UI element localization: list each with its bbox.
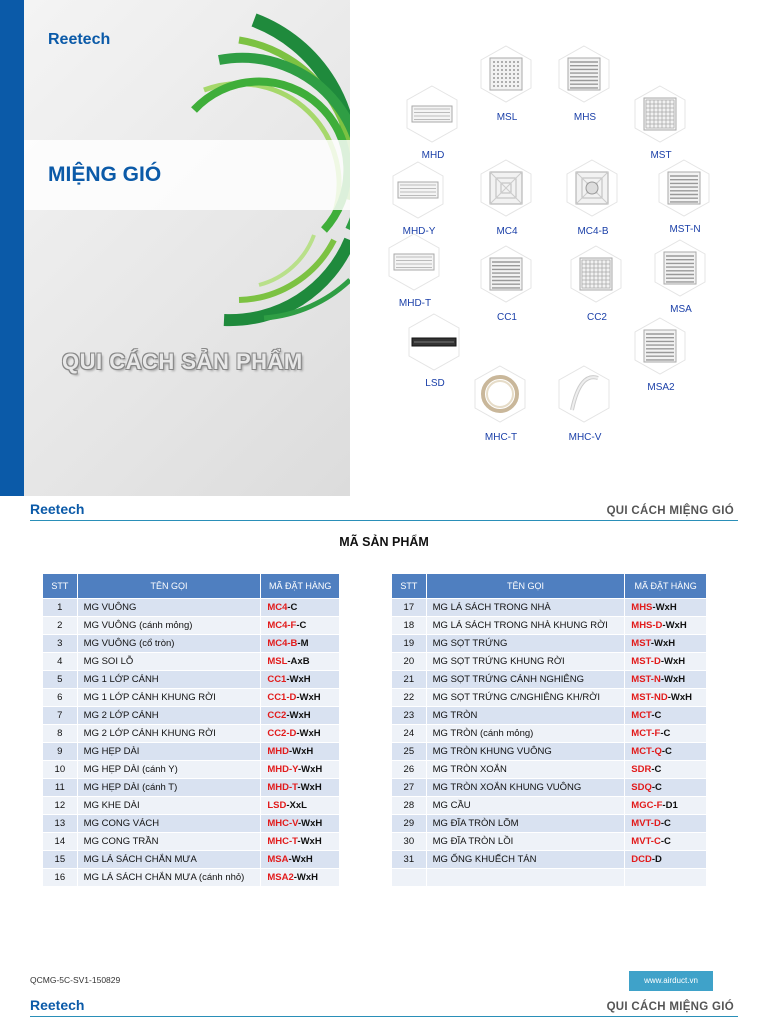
row-stt: 8 (43, 725, 78, 743)
table-row (392, 599, 707, 617)
row-stt: 28 (392, 797, 427, 815)
code-suffix: -WxH (650, 638, 676, 649)
product-item (470, 158, 544, 237)
table-row (392, 707, 707, 725)
row-stt: 29 (392, 815, 427, 833)
row-code (261, 833, 340, 851)
product-label: MSA2 (647, 382, 675, 393)
table-row (392, 653, 707, 671)
cover-blue-strip (0, 0, 24, 496)
code-suffix: -C (651, 764, 662, 775)
code-suffix: -WxH (286, 710, 311, 721)
product-label: MST-N (669, 224, 701, 235)
row-stt: 3 (43, 635, 78, 653)
code-prefix: SDR (631, 764, 652, 775)
row-stt: 20 (392, 653, 427, 671)
table-row (43, 851, 340, 869)
product-item (378, 232, 452, 309)
row-name: MG 2 LỚP CÁNH (77, 707, 261, 725)
row-code (625, 743, 707, 761)
row-name: MG TRÒN (426, 707, 625, 725)
slot-diffuser-icon (404, 312, 464, 372)
product-item (548, 364, 622, 443)
row-name: MG VUÔNG (cánh mỏng) (77, 617, 261, 635)
product-item (624, 84, 698, 161)
code-prefix: MVT-D (631, 818, 661, 829)
code-prefix: MHC-T (267, 836, 298, 847)
row-stt: 27 (392, 779, 427, 797)
col-name: TÊN GỌI (426, 574, 625, 599)
table-row (43, 599, 340, 617)
table-row (392, 779, 707, 797)
diffuser-square-icon (476, 158, 536, 218)
code-prefix: MHD (267, 746, 289, 757)
cover-title: MIỆNG GIÓ (48, 163, 162, 186)
row-stt: 25 (392, 743, 427, 761)
row-stt: 11 (43, 779, 78, 797)
row-name: MG TRÒN XOẮN (426, 761, 625, 779)
row-code (261, 851, 340, 869)
row-code (625, 653, 707, 671)
code-prefix: MST-ND (631, 692, 668, 703)
row-stt: 16 (43, 869, 78, 887)
row-stt: 4 (43, 653, 78, 671)
row-code (261, 653, 340, 671)
product-item (382, 160, 456, 237)
code-prefix: MST-D (631, 656, 661, 667)
row-code (261, 743, 340, 761)
grille-weather-icon (630, 316, 690, 376)
row-code (625, 815, 707, 833)
code-prefix: MHS (631, 602, 653, 613)
row-stt: 6 (43, 689, 78, 707)
row-code (625, 707, 707, 725)
product-label: LSD (425, 378, 445, 389)
row-code (625, 617, 707, 635)
code-prefix: MST-N (631, 674, 661, 685)
product-item (548, 44, 622, 123)
page-header-brand: Reetech (30, 501, 85, 517)
code-suffix: -WxH (297, 782, 322, 793)
table-row (392, 869, 707, 887)
code-suffix: -WxH (652, 602, 677, 613)
col-stt: STT (43, 574, 78, 599)
product-label: MHC-V (568, 432, 602, 443)
row-name: MG HẸP DÀI (77, 743, 261, 761)
table-row (43, 635, 340, 653)
row-stt: 18 (392, 617, 427, 635)
row-code (261, 815, 340, 833)
code-suffix: -C (660, 836, 671, 847)
table-row (43, 671, 340, 689)
col-stt: STT (392, 574, 427, 599)
row-name: MG SỌT TRỨNG CÁNH NGHIÊNG (426, 671, 625, 689)
code-suffix: -WxH (662, 620, 687, 631)
diffuser-square-round-icon (562, 158, 622, 218)
row-code (625, 869, 707, 887)
code-suffix: -C (661, 746, 672, 757)
product-item (470, 244, 544, 323)
row-stt: 1 (43, 599, 78, 617)
code-suffix: -C (660, 818, 671, 829)
ring-ceiling-icon (470, 364, 530, 424)
document-code: QCMG-5C-SV1-150829 (30, 975, 121, 985)
row-name: MG CONG VÁCH (77, 815, 261, 833)
row-code (625, 761, 707, 779)
table-row (392, 743, 707, 761)
table-row (392, 635, 707, 653)
row-stt: 31 (392, 851, 427, 869)
row-name: MG ĐĨA TRÒN LÕM (426, 815, 625, 833)
row-name: MG ỐNG KHUẾCH TÁN (426, 851, 625, 869)
green-swirl-graphic (24, 0, 350, 496)
row-stt: 24 (392, 725, 427, 743)
row-name: MG HẸP DÀI (cánh Y) (77, 761, 261, 779)
row-name: MG SỌT TRỨNG C/NGHIÊNG KH/RỜI (426, 689, 625, 707)
code-prefix: MCT (631, 710, 652, 721)
row-code (625, 833, 707, 851)
page-header-brand: Reetech (30, 997, 85, 1013)
grille-single-icon (476, 244, 536, 304)
row-name: MG CONG TRẦN (77, 833, 261, 851)
code-suffix: -WxH (288, 746, 314, 757)
table-row (392, 833, 707, 851)
row-code (261, 761, 340, 779)
row-name: MG LÁ SÁCH CHẮN MƯA (cánh nhỏ) (77, 869, 261, 887)
code-suffix: -WxH (667, 692, 692, 703)
code-suffix: -WxH (293, 872, 319, 883)
product-label: MHC-T (484, 432, 518, 443)
product-label: MHS (573, 112, 597, 123)
row-name: MG LÁ SÁCH TRONG NHÀ KHUNG RỜI (426, 617, 625, 635)
row-stt: 14 (43, 833, 78, 851)
grille-linear-t-icon (384, 232, 444, 292)
product-code-table-left (42, 573, 340, 887)
code-suffix: -C (660, 728, 671, 739)
row-stt: 21 (392, 671, 427, 689)
code-prefix: LSD (267, 800, 287, 811)
row-name: MG CẦU (426, 797, 625, 815)
code-prefix: MC4-B (267, 638, 298, 649)
code-prefix: MCT-Q (631, 746, 662, 757)
product-label: MSL (496, 112, 518, 123)
code-prefix: MVT-C (631, 836, 661, 847)
code-suffix: -C (287, 602, 298, 613)
code-prefix: MGC-F (631, 800, 663, 811)
table-row (392, 725, 707, 743)
product-item (644, 238, 718, 315)
row-name: MG KHE DÀI (77, 797, 261, 815)
grille-louver-icon (554, 44, 614, 104)
row-name: MG TRÒN XOẮN KHUNG VUÔNG (426, 779, 625, 797)
code-suffix: -XxL (286, 800, 307, 811)
row-code (625, 725, 707, 743)
product-label: MHD-T (398, 298, 432, 309)
product-label: CC2 (586, 312, 607, 323)
code-suffix: -WxH (296, 728, 321, 739)
table-row (392, 671, 707, 689)
row-code (261, 707, 340, 725)
row-name: MG VUÔNG (cổ tròn) (77, 635, 261, 653)
arc-wall-icon (554, 364, 614, 424)
code-prefix: CC2-D (267, 728, 297, 739)
code-suffix: -AxB (287, 656, 310, 667)
row-stt: 13 (43, 815, 78, 833)
product-label: CC1 (496, 312, 517, 323)
table-row (392, 797, 707, 815)
code-suffix: -C (651, 782, 662, 793)
row-stt: 23 (392, 707, 427, 725)
product-item (560, 244, 634, 323)
row-stt: 22 (392, 689, 427, 707)
code-suffix: -WxH (296, 692, 321, 703)
table-row (392, 761, 707, 779)
code-suffix: -M (297, 638, 309, 649)
grille-mesh-icon (476, 44, 536, 104)
product-item (464, 364, 538, 443)
table-row (392, 815, 707, 833)
row-stt: 12 (43, 797, 78, 815)
grille-weather-icon (650, 238, 710, 298)
row-stt: 15 (43, 851, 78, 869)
row-code (261, 599, 340, 617)
product-item (556, 158, 630, 237)
row-name: MG TRÒN KHUNG VUÔNG (426, 743, 625, 761)
row-name: MG SỌT TRỨNG (426, 635, 625, 653)
code-suffix: -D (651, 854, 662, 865)
row-code (261, 671, 340, 689)
row-name: MG TRÒN (cánh mỏng) (426, 725, 625, 743)
code-prefix: MSA (267, 854, 289, 865)
row-code (625, 635, 707, 653)
row-stt: 30 (392, 833, 427, 851)
row-stt: 2 (43, 617, 78, 635)
cover-page (0, 0, 768, 496)
code-prefix: DCD (631, 854, 652, 865)
row-name: MG HẸP DÀI (cánh T) (77, 779, 261, 797)
row-code (261, 617, 340, 635)
header-divider (30, 1016, 738, 1017)
table-title: MÃ SẢN PHẨM (339, 535, 429, 549)
product-label: MST (650, 150, 672, 161)
row-stt: 5 (43, 671, 78, 689)
row-code (625, 797, 707, 815)
product-item (648, 158, 722, 235)
row-code (261, 635, 340, 653)
row-code (625, 689, 707, 707)
row-code (625, 671, 707, 689)
row-name: MG LÁ SÁCH TRONG NHÀ (426, 599, 625, 617)
table-row (392, 617, 707, 635)
row-name: MG LÁ SÁCH CHẮN MƯA (77, 851, 261, 869)
table-row (43, 779, 340, 797)
row-name: MG 1 LỚP CÁNH (77, 671, 261, 689)
col-name: TÊN GỌI (77, 574, 261, 599)
table-row (43, 869, 340, 887)
code-suffix: -WxH (297, 836, 322, 847)
website-link[interactable]: www.airduct.vn (629, 971, 713, 991)
code-prefix: MST (631, 638, 651, 649)
table-row (43, 743, 340, 761)
code-suffix: -WxH (660, 656, 686, 667)
row-name: MG 1 LỚP CÁNH KHUNG RỜI (77, 689, 261, 707)
grille-linear-icon (388, 160, 448, 220)
code-prefix: MHC-V (267, 818, 298, 829)
code-prefix: CC2 (267, 710, 287, 721)
grille-linear-icon (402, 84, 462, 144)
row-code (261, 869, 340, 887)
code-prefix: MHD-Y (267, 764, 298, 775)
row-name: MG 2 LỚP CÁNH KHUNG RỜI (77, 725, 261, 743)
product-label: MHD-Y (402, 226, 436, 237)
code-suffix: -WxH (286, 674, 311, 685)
product-label: MSA (670, 304, 692, 315)
code-prefix: MHD-T (267, 782, 298, 793)
page-header-section: QUI CÁCH MIỆNG GIÓ (606, 1001, 734, 1013)
row-stt: 9 (43, 743, 78, 761)
code-prefix: CC1-D (267, 692, 297, 703)
row-name: MG VUÔNG (77, 599, 261, 617)
product-label: MC4 (496, 226, 518, 237)
table-row (43, 689, 340, 707)
code-suffix: -C (296, 620, 307, 631)
table-row (43, 653, 340, 671)
grille-double-icon (566, 244, 626, 304)
table-row (43, 761, 340, 779)
product-item (398, 312, 472, 389)
row-code (261, 689, 340, 707)
row-stt: 26 (392, 761, 427, 779)
row-stt: 19 (392, 635, 427, 653)
code-suffix: -WxH (297, 818, 323, 829)
code-suffix: -WxH (660, 674, 686, 685)
code-prefix: MSL (267, 656, 288, 667)
brand-logo: Reetech (48, 31, 111, 48)
code-prefix: MC4-F (267, 620, 297, 631)
table-row (43, 725, 340, 743)
row-code (625, 851, 707, 869)
table-row (43, 815, 340, 833)
grille-eggcrate-icon (630, 84, 690, 144)
code-prefix: SDQ (631, 782, 652, 793)
product-code-table-right (391, 573, 707, 887)
product-label: MHD (421, 150, 445, 161)
table-row (43, 797, 340, 815)
row-stt: 17 (392, 599, 427, 617)
row-name: MG SOI LỖ (77, 653, 261, 671)
row-stt (392, 869, 427, 887)
row-code (261, 725, 340, 743)
code-prefix: MSA2 (267, 872, 294, 883)
code-suffix: -WxH (288, 854, 313, 865)
code-prefix: MCT-F (631, 728, 661, 739)
table-row (43, 617, 340, 635)
row-code (261, 797, 340, 815)
row-name: MG SỌT TRỨNG KHUNG RỜI (426, 653, 625, 671)
code-suffix: -D1 (662, 800, 678, 811)
row-code (625, 599, 707, 617)
col-code: MÃ ĐẶT HÀNG (625, 574, 707, 599)
table-row (43, 833, 340, 851)
grille-slats-icon (654, 158, 714, 218)
product-item (624, 316, 698, 393)
table-row (392, 851, 707, 869)
product-label: MC4-B (577, 226, 609, 237)
table-row (43, 707, 340, 725)
product-item (396, 84, 470, 161)
row-code (625, 779, 707, 797)
code-suffix: -WxH (297, 764, 323, 775)
table-row (392, 689, 707, 707)
code-prefix: MHS-D (631, 620, 663, 631)
row-code (261, 779, 340, 797)
row-name: MG ĐĨA TRÒN LỒI (426, 833, 625, 851)
page-header-section: QUI CÁCH MIỆNG GIÓ (606, 505, 734, 517)
row-stt: 7 (43, 707, 78, 725)
header-divider (30, 520, 738, 521)
row-stt: 10 (43, 761, 78, 779)
code-prefix: MC4 (267, 602, 288, 613)
row-name (426, 869, 625, 887)
code-prefix: CC1 (267, 674, 287, 685)
col-code: MÃ ĐẶT HÀNG (261, 574, 340, 599)
code-suffix: -C (651, 710, 662, 721)
cover-subtitle: QUI CÁCH SẢN PHẨM (62, 349, 303, 374)
product-item (470, 44, 544, 123)
